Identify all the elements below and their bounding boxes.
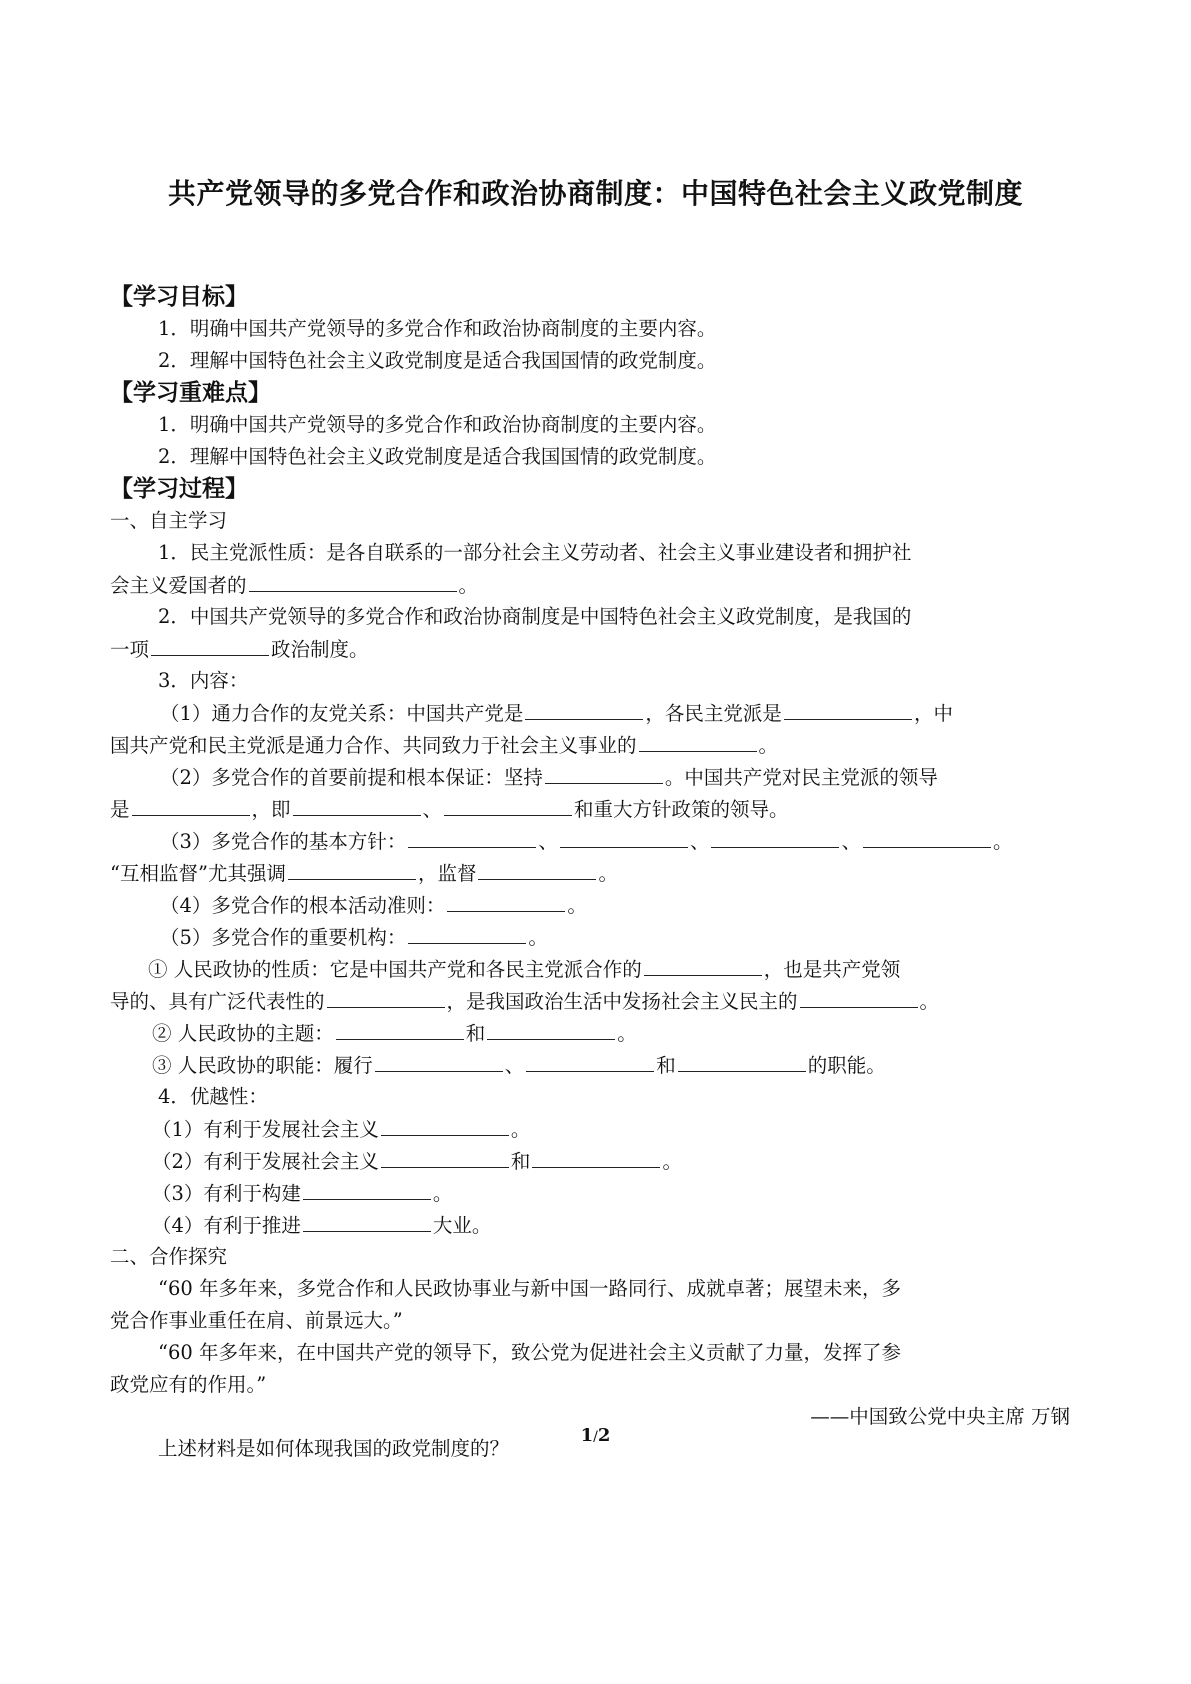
quote-line: “60 年多年来，多党合作和人民政协事业与新中国一路同行、成就卓著；展望未来，多	[158, 1277, 901, 1300]
question-line: 导的、具有广泛代表性的 ，是我国政治生活中发扬社会主义民主的 。	[110, 985, 1090, 1017]
goals-heading: 【学习目标】	[110, 284, 248, 310]
question-line: 3．内容：	[158, 669, 249, 692]
fill-blank[interactable]	[711, 825, 839, 848]
section-heading: 二、合作探究	[110, 1245, 228, 1268]
fill-blank[interactable]	[447, 889, 565, 912]
goal-item: 2．理解中国特色社会主义政党制度是适合我国国情的政党制度。	[158, 349, 717, 372]
fill-blank[interactable]	[132, 793, 250, 816]
fill-blank[interactable]	[532, 1145, 660, 1168]
fill-blank[interactable]	[487, 1017, 615, 1040]
fill-blank[interactable]	[525, 697, 643, 720]
document-body	[110, 281, 1090, 1465]
question-line: 一项 政治制度。	[110, 633, 1090, 665]
question-line: 2．中国共产党领导的多党合作和政治协商制度是中国特色社会主义政党制度，是我国的	[158, 605, 912, 628]
fill-blank[interactable]	[784, 697, 912, 720]
fill-blank[interactable]	[478, 857, 596, 880]
fill-blank[interactable]	[293, 793, 421, 816]
fill-blank[interactable]	[560, 825, 688, 848]
fill-blank[interactable]	[408, 921, 526, 944]
question-line: （3）多党合作的基本方针： 、 、 、 。	[110, 825, 1090, 857]
question-line: 会主义爱国者的 。	[110, 569, 1090, 601]
fill-blank[interactable]	[644, 953, 762, 976]
question-line: （4）多党合作的根本活动准则： 。	[110, 889, 1090, 921]
section-heading: 一、自主学习	[110, 509, 228, 532]
fill-blank[interactable]	[151, 633, 269, 656]
question-line: ③ 人民政协的职能：履行 、 和 的职能。	[110, 1049, 1090, 1081]
page-number: 1/2	[580, 1425, 611, 1446]
question-line: （5）多党合作的重要机构： 。	[110, 921, 1090, 953]
question-line: （1）有利于发展社会主义 。	[110, 1113, 1090, 1145]
fill-blank[interactable]	[303, 1177, 431, 1200]
keypoint-item: 1．明确中国共产党领导的多党合作和政治协商制度的主要内容。	[158, 413, 717, 436]
keypoint-item: 2．理解中国特色社会主义政党制度是适合我国国情的政党制度。	[158, 445, 717, 468]
fill-blank[interactable]	[336, 1017, 464, 1040]
question-text: 会主义爱国者的	[110, 574, 247, 597]
question-line: 国共产党和民主党派是通力合作、共同致力于社会主义事业的 。	[110, 729, 1090, 761]
fill-blank[interactable]	[444, 793, 572, 816]
question-line: 4．优越性：	[158, 1085, 268, 1108]
question-line: （2）多党合作的首要前提和根本保证：坚持 。中国共产党对民主党派的领导	[110, 761, 1090, 793]
fill-blank[interactable]	[678, 1049, 806, 1072]
question-line: （3）有利于构建 。	[110, 1177, 1090, 1209]
fill-blank[interactable]	[545, 761, 663, 784]
quote-line: 党合作事业重任在肩、前景远大。”	[110, 1309, 403, 1332]
keypoints-heading: 【学习重难点】	[110, 380, 271, 406]
fill-blank[interactable]	[375, 1049, 503, 1072]
fill-blank[interactable]	[288, 857, 416, 880]
fill-blank[interactable]	[526, 1049, 654, 1072]
question-line: 1．民主党派性质：是各自联系的一部分社会主义劳动者、社会主义事业建设者和拥护社	[158, 541, 912, 564]
goal-item: 1．明确中国共产党领导的多党合作和政治协商制度的主要内容。	[158, 317, 717, 340]
fill-blank[interactable]	[327, 985, 445, 1008]
question-line: （1）通力合作的友党关系：中国共产党是 ，各民主党派是 ，中	[110, 697, 1090, 729]
question-line: ① 人民政协的性质：它是中国共产党和各民主党派合作的 ，也是共产党领	[110, 953, 1090, 985]
fill-blank[interactable]	[249, 569, 457, 592]
question-line: “互相监督”尤其强调 ，监督 。	[110, 857, 1090, 889]
fill-blank[interactable]	[800, 985, 918, 1008]
fill-blank[interactable]	[381, 1145, 509, 1168]
fill-blank[interactable]	[639, 729, 757, 752]
quote-line: “60 年多年来，在中国共产党的领导下，致公党为促进社会主义贡献了力量，发挥了参	[158, 1341, 901, 1364]
fill-blank[interactable]	[303, 1209, 431, 1232]
page-title: 共产党领导的多党合作和政治协商制度：中国特色社会主义政党制度	[167, 177, 1023, 210]
fill-blank[interactable]	[863, 825, 991, 848]
fill-blank[interactable]	[381, 1113, 509, 1136]
process-heading: 【学习过程】	[110, 476, 248, 502]
question-line: ② 人民政协的主题： 和 。	[110, 1017, 1090, 1049]
quote-line: 政党应有的作用。”	[110, 1373, 267, 1396]
question-line: （2）有利于发展社会主义 和 。	[110, 1145, 1090, 1177]
fill-blank[interactable]	[408, 825, 536, 848]
question-line: 是 ，即 、 和重大方针政策的领导。	[110, 793, 1090, 825]
discussion-question: 上述材料是如何体现我国的政党制度的？	[158, 1437, 510, 1460]
quote-attribution: ——中国致公党中央主席 万钢	[810, 1405, 1070, 1428]
question-line: （4）有利于推进 大业。	[110, 1209, 1090, 1241]
